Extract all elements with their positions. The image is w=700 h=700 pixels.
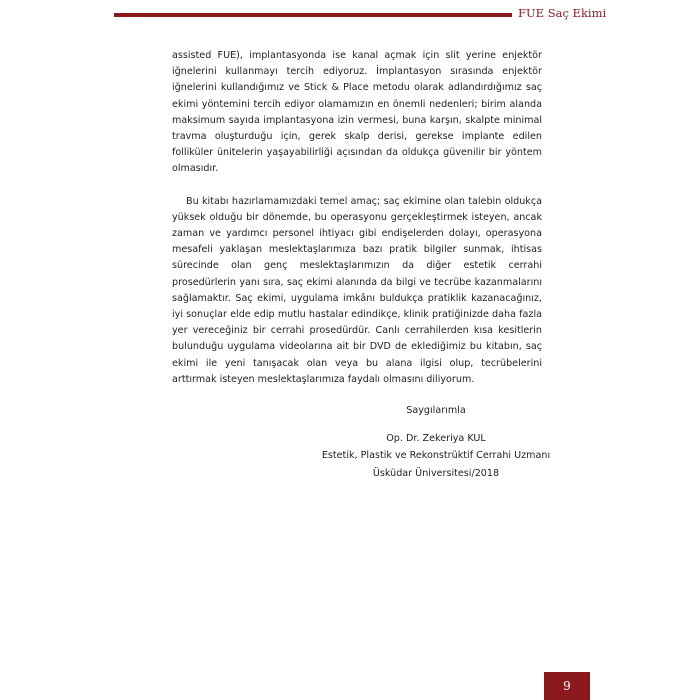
signature-block — [318, 402, 554, 482]
header-rule — [114, 13, 512, 17]
running-head: FUE Saç Ekimi — [518, 6, 607, 20]
signature-affiliation: Üsküdar Üniversitesi/2018 — [372, 467, 500, 479]
page-number: 9 — [544, 672, 590, 700]
paragraph-2: Bu kitabı hazırlamamızdaki temel amaç; saç ekimine olan talebin oldukça yüksek olduğu bir dönemde, bu operasyonu gerçekleştirmek isteyen, ancak zaman ve yardımcı personel ihtiyacı gibi endişelerden dolayı, operasyona mesafeli yaklaşan meslektaşlarımıza bazı pratik bilgiler sunmak, ihtisas sürecinde olan genç meslektaşlarımızın da diğer estetik cerrahi prosedürlerin yanı sıra, saç ekimi alanında da bilgi ve tecrübe kazanmalarını sağlamaktır. Saç ekimi, uygulama imkânı buldukça pratiklik kazanacağınız, iyi sonuçlar elde edip mutlu hastalar edindikçe, klinik pratiğinizde daha fazla yer vereceğiniz bir cerrahi prosedürdür. Canlı cerrahilerden kısa kesitlerin bulunduğu uygulama videolarına ait bir DVD de eklediğimiz bu kitabın, saç ekimi ile yeni tanışacak olan veya bu alana ilgisi olup, tecrübelerini arttırmak isteyen meslektaşlarımıza faydalı olmasını diliyorum. — [172, 195, 542, 385]
signature-title: Estetik, Plastik ve Rekonstrüktif Cerrahi Uzmanı — [321, 450, 551, 461]
signature-greeting: Saygılarımla — [406, 405, 466, 416]
signature-name: Op. Dr. Zekeriya KUL — [386, 432, 486, 444]
paragraph-1: assisted FUE), implantasyonda ise kanal açmak için slit yerine enjektör iğnelerini kullanmayı tercih ediyoruz. İmplantasyon sırasında enjektör iğnelerini kullandığımız ve Stick & Place metodu olarak adlandırdığımız saç ekimi yöntemini tercih ediyor olamamızın en önemli nedenleri; birim alanda maksimum sayıda implantasyona izin vermesi, buna karşın, skalpte minimal travma oluşturduğu için, gerek skalp derisi, gerekse implante edilen folliküler ünitelerin yaşayabilirliği açısından da oldukça güvenilir bir yöntem olmasıdır. — [172, 50, 542, 175]
body-text — [172, 48, 542, 388]
